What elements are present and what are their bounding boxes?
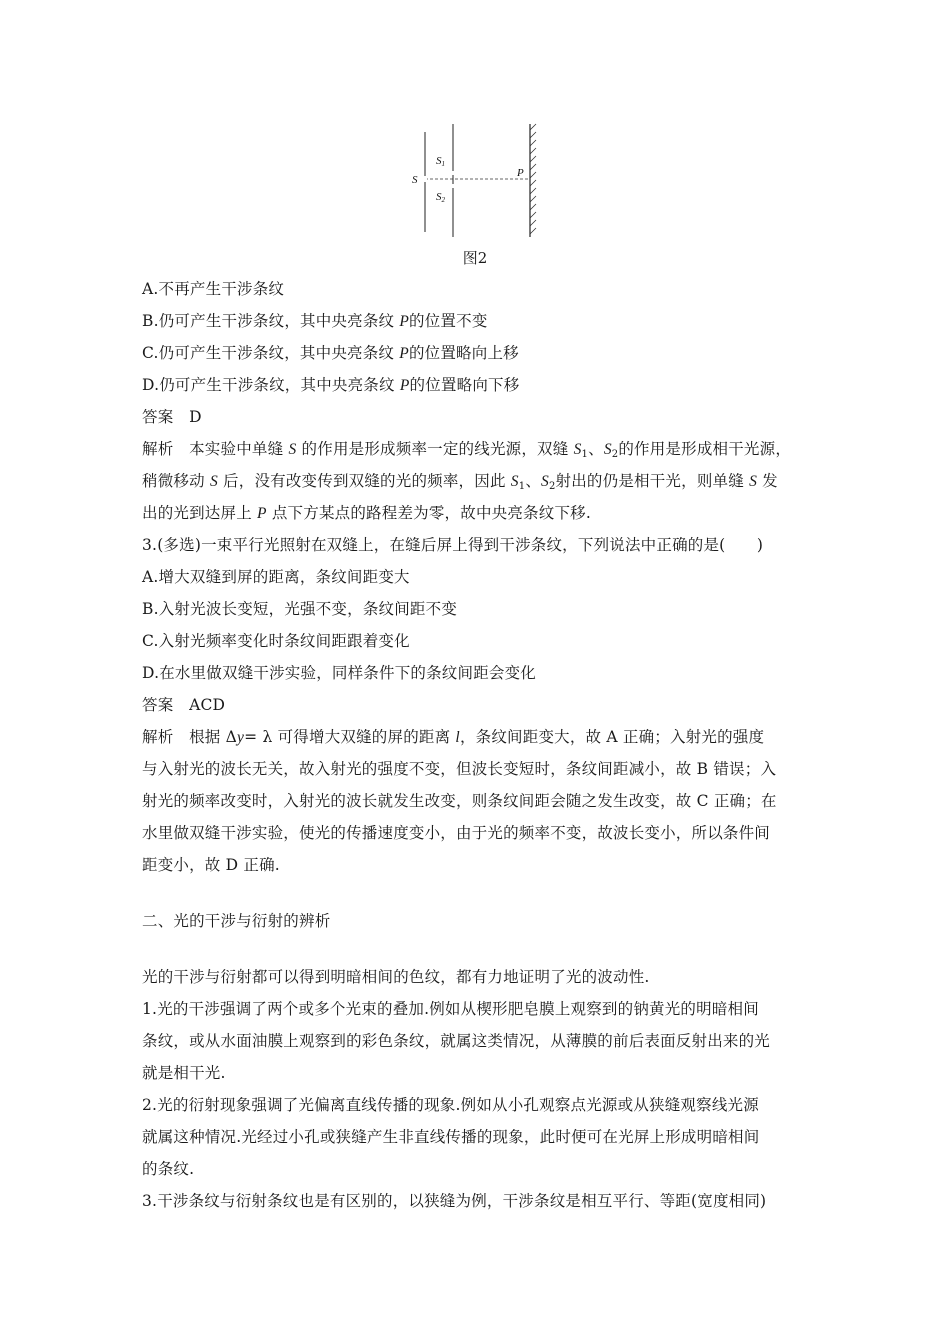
slit-gap-s2 (451, 184, 455, 188)
q3-analysis-line-3: 射光的频率改变时，入射光的波长就发生改变，则条纹间距会随之发生改变，故 C 正确；在 (142, 792, 777, 810)
q2-analysis-line-2: 稍微移动 S 后，没有改变传到双缝的光的频率，因此 $S_1$、$S_2$射出的仍是相干光，则单缝 S 发 (142, 472, 778, 492)
q3-stem: 3.(多选)一束平行光照射在双缝上，在缝后屏上得到干涉条纹，下列说法中正确的是( ) (142, 536, 764, 554)
q2-analysis-line-3: 出的光到达屏上 P 点下方某点的路程差为零，故中央亮条纹下移. (142, 504, 591, 522)
section-heading: 二、光的干涉与衍射的辨析 (142, 912, 331, 930)
q3-analysis-line-4: 水里做双缝干涉实验，使光的传播速度变小，由于光的频率不变，故波长变小，所以条件间 (142, 824, 771, 842)
section-p2-line-3: 的条纹. (142, 1160, 195, 1178)
section-intro: 光的干涉与衍射都可以得到明暗相间的色纹，都有力地证明了光的波动性. (142, 968, 650, 986)
section-p2-line-2: 就属这种情况.光经过小孔或狭缝产生非直线传播的现象，此时便可在光屏上形成明暗相间 (142, 1128, 760, 1146)
label-s: S (412, 174, 418, 186)
section-p2-line-1: 2.光的衍射现象强调了光偏离直线传播的现象.例如从小孔观察点光源或从狭缝观察线光源 (142, 1096, 759, 1114)
section-p1-line-3: 就是相干光. (142, 1064, 226, 1082)
q2-analysis-line-1: 解析 本实验中单缝 S 的作用是形成频率一定的线光源，双缝 $S_1$、$S_2$的作用是形成相干光源， (142, 440, 792, 460)
slit-gap-s (423, 176, 427, 182)
q3-option-d: D.在水里做双缝干涉实验，同样条件下的条纹间距会变化 (142, 664, 537, 682)
section-p1-line-1: 1.光的干涉强调了两个或多个光束的叠加.例如从楔形肥皂膜上观察到的钠黄光的明暗相间 (142, 1000, 759, 1018)
q2-answer: 答案 D (142, 408, 202, 426)
q2-option-c: C.仍可产生干涉条纹，其中央亮条纹 P的位置略向上移 (142, 344, 519, 362)
q3-analysis-line-2: 与入射光的波长无关，故入射光的强度不变，但波长变短时，条纹间距减小，故 B 错误；入 (142, 760, 777, 778)
q3-answer: 答案 ACD (142, 696, 226, 714)
section-p3-line-1: 3.干涉条纹与衍射条纹也是有区别的，以狭缝为例，干涉条纹是相互平行、等距(宽度相同) (142, 1192, 767, 1210)
screen-hatching (530, 124, 536, 234)
q3-analysis-line-5: 距变小，故 D 正确. (142, 856, 280, 874)
label-s1: S1 (436, 155, 445, 168)
q3-option-c: C.入射光频率变化时条纹间距跟着变化 (142, 632, 410, 650)
figure-caption: 图2 (462, 249, 488, 267)
double-slit-diagram (410, 122, 550, 242)
slit-gap-s1 (451, 171, 455, 175)
label-s2: S2 (436, 191, 445, 204)
q3-analysis-line-1: 解析 根据 Δy= λ 可得增大双缝的屏的距离 l，条纹间距变大，故 A 正确；入射光的强度 (142, 728, 765, 746)
q2-option-b: B.仍可产生干涉条纹，其中央亮条纹 P的位置不变 (142, 312, 488, 330)
q3-option-a: A.增大双缝到屏的距离，条纹间距变大 (142, 568, 410, 586)
section-p1-line-2: 条纹，或从水面油膜上观察到的彩色条纹，就属这类情况，从薄膜的前后表面反射出来的光 (142, 1032, 771, 1050)
q2-option-d: D.仍可产生干涉条纹，其中央亮条纹 P的位置略向下移 (142, 376, 520, 394)
q3-option-b: B.入射光波长变短，光强不变，条纹间距不变 (142, 600, 458, 618)
label-p: P (517, 167, 524, 179)
q2-option-a: A.不再产生干涉条纹 (142, 280, 285, 298)
